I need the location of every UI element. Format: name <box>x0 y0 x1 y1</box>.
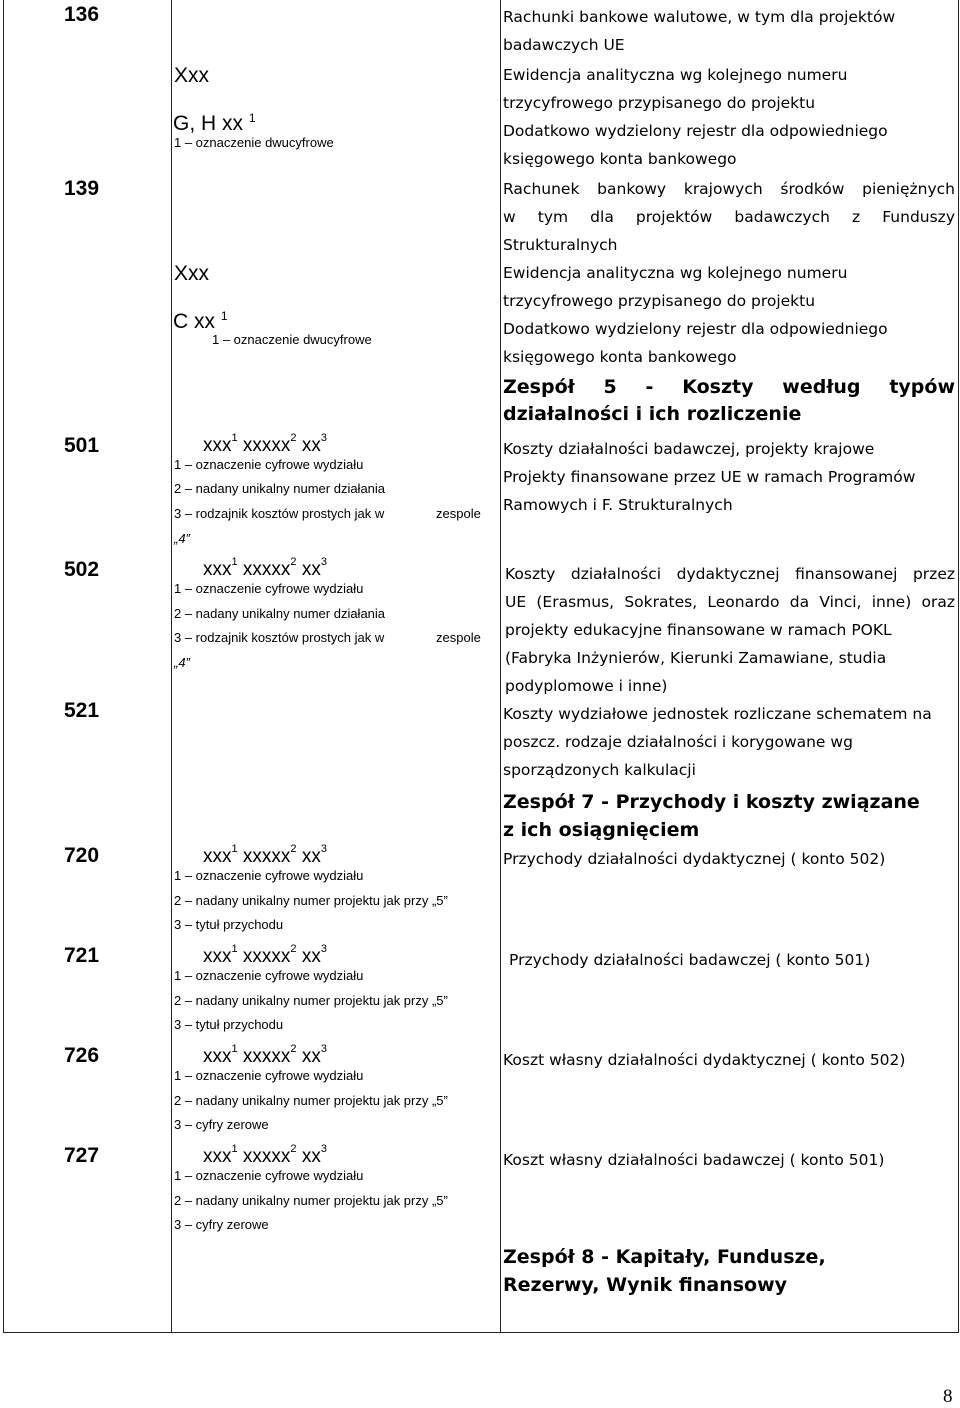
code-superscript: 2 <box>290 843 297 855</box>
code-note: 3 – tytuł przychodu <box>174 1017 284 1032</box>
code-superscript: 2 <box>290 1043 297 1055</box>
page-number: 8 <box>943 1386 953 1407</box>
code-pattern-line: Xxx <box>174 262 210 285</box>
code-part: xx <box>301 946 321 967</box>
code-part: xxx <box>203 559 232 580</box>
code-note: 1 – oznaczenie cyfrowe wydziału <box>174 457 364 472</box>
account-code-pattern <box>203 1043 327 1068</box>
description-line: UE (Erasmus, Sokrates, Leonardo da Vinci, inne) oraz <box>505 593 955 611</box>
description-line: Koszt własny działalności dydaktycznej ( konto 502) <box>503 1051 906 1069</box>
code-superscript: 1 <box>231 1043 238 1055</box>
code-note: 2 – nadany unikalny numer działania <box>174 481 386 496</box>
description-line: poszcz. rodzaje działalności i korygowane wg <box>503 733 853 751</box>
code-note: 2 – nadany unikalny numer projektu jak przy „5” <box>174 1193 448 1208</box>
code-superscript: 2 <box>290 1143 297 1155</box>
account-number: 502 <box>64 558 100 581</box>
code-note: 2 – nadany unikalny numer projektu jak przy „5” <box>174 1093 448 1108</box>
description-line: sporządzonych kalkulacji <box>503 761 696 779</box>
column-divider-2 <box>500 0 501 1332</box>
code-note: 3 – rodzajnik kosztów prostych jak w <box>174 630 385 645</box>
code-superscript: 1 <box>231 843 238 855</box>
description-line: Strukturalnych <box>503 236 618 254</box>
description-line: Ewidencja analityczna wg kolejnego numeru <box>503 264 848 282</box>
description-line: Koszty działalności badawczej, projekty krajowe <box>503 440 875 458</box>
description-line: Ewidencja analityczna wg kolejnego numeru <box>503 66 848 84</box>
account-number: 139 <box>64 177 100 200</box>
code-part: xxx <box>203 435 232 456</box>
code-part: xx <box>301 846 321 867</box>
description-line: Dodatkowo wydzielony rejestr dla odpowiedniego <box>503 320 888 338</box>
code-part: xxxxx <box>242 946 291 967</box>
code-note-quote: „4” <box>174 531 190 546</box>
description-line: Koszt własny działalności badawczej ( konto 501) <box>503 1151 885 1169</box>
code-superscript: 2 <box>290 556 297 568</box>
code-note: 2 – nadany unikalny numer projektu jak przy „5” <box>174 893 448 908</box>
section-heading: Zespół 5 - Koszty według typów <box>503 376 955 398</box>
description-line: podyplomowe i inne) <box>505 677 668 695</box>
code-superscript: 3 <box>320 556 327 568</box>
code-note: 1 – oznaczenie cyfrowe wydziału <box>174 1068 364 1083</box>
code-superscript: 3 <box>320 1043 327 1055</box>
account-number: 721 <box>64 944 100 967</box>
code-part: G, H xx <box>173 112 244 135</box>
column-divider-1 <box>171 0 172 1332</box>
code-superscript: 2 <box>290 432 297 444</box>
code-note: 3 – rodzajnik kosztów prostych jak w <box>174 506 385 521</box>
code-superscript: 3 <box>320 432 327 444</box>
description-line: Rachunek bankowy krajowych środków pieniężnych <box>503 180 955 198</box>
code-part: xx <box>301 435 321 456</box>
account-code-pattern <box>203 843 327 868</box>
code-superscript: 1 <box>231 432 238 444</box>
account-number: 726 <box>64 1044 100 1067</box>
code-note: 3 – cyfry zerowe <box>174 1117 269 1132</box>
code-part: xxx <box>203 946 232 967</box>
description-line: Koszty działalności dydaktycznej finansowanej przez <box>505 565 955 583</box>
code-note: 2 – nadany unikalny numer projektu jak przy „5” <box>174 993 448 1008</box>
code-superscript: 3 <box>320 843 327 855</box>
description-line: Przychody działalności badawczej ( konto 501) <box>509 951 871 969</box>
code-superscript: 2 <box>290 943 297 955</box>
account-number: 501 <box>64 434 100 457</box>
description-line: Projekty finansowane przez UE w ramach Programów <box>503 468 916 486</box>
code-superscript: 3 <box>320 943 327 955</box>
code-note: 1 – oznaczenie cyfrowe wydziału <box>174 1168 364 1183</box>
account-code-pattern <box>203 432 327 457</box>
description-line: księgowego konta bankowego <box>503 348 737 366</box>
description-line: trzycyfrowego przypisanego do projektu <box>503 292 816 310</box>
code-superscript: 1 <box>231 1143 238 1155</box>
description-line: Koszty wydziałowe jednostek rozliczane schematem na <box>503 705 932 723</box>
code-note: 1 – oznaczenie cyfrowe wydziału <box>174 581 364 596</box>
code-part: xxx <box>203 1046 232 1067</box>
code-part: xxxxx <box>242 435 291 456</box>
code-pattern-line <box>173 309 228 334</box>
description-line: Przychody działalności dydaktycznej ( konto 502) <box>503 850 886 868</box>
description-line: Rachunki bankowe walutowe, w tym dla projektów <box>503 8 896 26</box>
code-pattern-line: Xxx <box>174 64 210 87</box>
code-part: xxx <box>203 846 232 867</box>
description-line: trzycyfrowego przypisanego do projektu <box>503 94 816 112</box>
section-heading: z ich osiągnięciem <box>503 819 700 841</box>
section-heading: Zespół 8 - Kapitały, Fundusze, <box>503 1246 826 1268</box>
section-heading: działalności i ich rozliczenie <box>503 403 802 425</box>
code-part: xxx <box>203 1146 232 1167</box>
description-line: Dodatkowo wydzielony rejestr dla odpowiedniego <box>503 122 888 140</box>
code-note: 1 – oznaczenie dwucyfrowe <box>174 135 334 150</box>
code-part: xxxxx <box>242 1146 291 1167</box>
section-heading: Rezerwy, Wynik finansowy <box>503 1274 788 1296</box>
code-pattern-line <box>173 111 256 136</box>
code-part: xx <box>301 1146 321 1167</box>
code-note: 1 – oznaczenie dwucyfrowe <box>212 332 372 347</box>
code-note: 1 – oznaczenie cyfrowe wydziału <box>174 968 364 983</box>
code-part: xxxxx <box>242 559 291 580</box>
code-part: xx <box>301 1046 321 1067</box>
account-number: 727 <box>64 1144 100 1167</box>
code-part: C xx <box>173 310 215 333</box>
code-part: xx <box>301 559 321 580</box>
code-note: 3 – cyfry zerowe <box>174 1217 269 1232</box>
code-note: zespole <box>436 630 481 645</box>
code-superscript: 1 <box>220 309 228 323</box>
code-note: 3 – tytuł przychodu <box>174 917 284 932</box>
account-code-pattern <box>203 943 327 968</box>
section-heading: Zespół 7 - Przychody i koszty związane <box>503 791 920 813</box>
code-note: 1 – oznaczenie cyfrowe wydziału <box>174 868 364 883</box>
code-part: xxxxx <box>242 846 291 867</box>
description-line: Ramowych i F. Strukturalnych <box>503 496 733 514</box>
account-code-pattern <box>203 556 327 581</box>
code-note-quote: „4” <box>174 655 190 670</box>
code-superscript: 1 <box>231 943 238 955</box>
code-part: xxxxx <box>242 1046 291 1067</box>
account-number: 521 <box>64 699 100 722</box>
code-note: zespole <box>436 506 481 521</box>
account-number: 720 <box>64 844 100 867</box>
description-line: badawczych UE <box>503 36 625 54</box>
code-superscript: 3 <box>320 1143 327 1155</box>
description-line: projekty edukacyjne finansowane w ramach POKL <box>505 621 892 639</box>
account-code-pattern <box>203 1143 327 1168</box>
code-superscript: 1 <box>231 556 238 568</box>
description-line: (Fabryka Inżynierów, Kierunki Zamawiane, studia <box>505 649 887 667</box>
code-note: 2 – nadany unikalny numer działania <box>174 606 386 621</box>
account-number: 136 <box>64 3 100 26</box>
description-line: księgowego konta bankowego <box>503 150 737 168</box>
code-superscript: 1 <box>248 111 256 125</box>
description-line: w tym dla projektów badawczych z Funduszy <box>503 208 955 226</box>
